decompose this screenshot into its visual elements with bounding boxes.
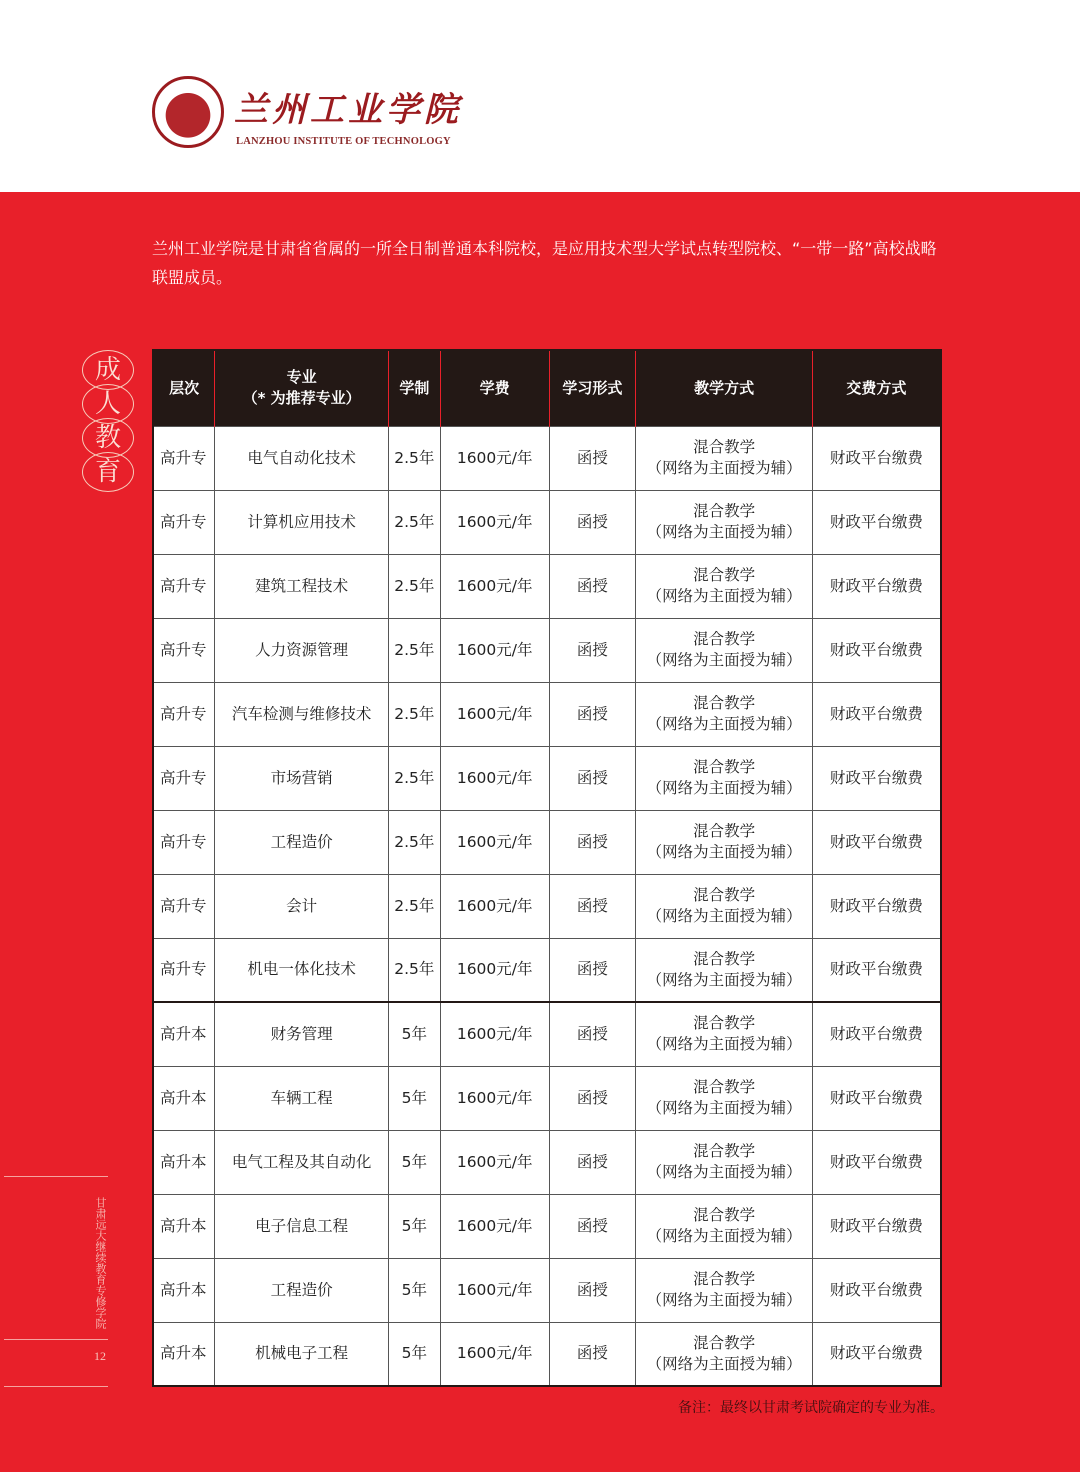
table-cell: 财政平台缴费 — [812, 1194, 941, 1258]
table-cell: 高升本 — [153, 1258, 215, 1322]
college-seal-logo — [152, 76, 224, 148]
table-cell: 2.5年 — [388, 746, 440, 810]
table-cell: 高升专 — [153, 938, 215, 1002]
table-cell: 混合教学 （网络为主面授为辅） — [636, 1002, 813, 1066]
table-cell: 1600元/年 — [440, 554, 549, 618]
table-cell: 函授 — [549, 682, 636, 746]
table-cell: 1600元/年 — [440, 1194, 549, 1258]
table-cell: 函授 — [549, 490, 636, 554]
table-cell: 函授 — [549, 1258, 636, 1322]
column-header: 专业 （* 为推荐专业） — [215, 350, 389, 426]
table-cell: 1600元/年 — [440, 682, 549, 746]
table-row — [153, 682, 941, 746]
table-row — [153, 618, 941, 682]
table-row — [153, 1322, 941, 1386]
college-name-cn: 兰州工业学院 — [234, 90, 462, 130]
table-cell: 财政平台缴费 — [812, 810, 941, 874]
table-cell: 函授 — [549, 1194, 636, 1258]
table-cell: 混合教学 （网络为主面授为辅） — [636, 490, 813, 554]
table-cell: 5年 — [388, 1322, 440, 1386]
table-cell: 混合教学 （网络为主面授为辅） — [636, 1066, 813, 1130]
table-cell: 机电一体化技术 — [215, 938, 389, 1002]
table-cell: 高升专 — [153, 874, 215, 938]
section-label-char: 人 — [82, 384, 134, 424]
table-cell: 1600元/年 — [440, 1066, 549, 1130]
table-cell: 高升专 — [153, 618, 215, 682]
section-label-char: 教 — [82, 418, 134, 458]
intro-text: 兰州工业学院是甘肃省省属的一所全日制普通本科院校，是应用技术型大学试点转型院校、“一带一路”高校战略联盟成员。 — [152, 239, 937, 287]
table-cell: 高升专 — [153, 746, 215, 810]
table-cell: 财政平台缴费 — [812, 1066, 941, 1130]
table-cell: 混合教学 （网络为主面授为辅） — [636, 938, 813, 1002]
table-cell: 财政平台缴费 — [812, 682, 941, 746]
table-cell: 混合教学 （网络为主面授为辅） — [636, 1194, 813, 1258]
table-cell: 电气自动化技术 — [215, 426, 389, 490]
table-cell: 机械电子工程 — [215, 1322, 389, 1386]
column-header: 学习形式 — [549, 350, 636, 426]
programs-table — [152, 349, 942, 1387]
table-cell: 混合教学 （网络为主面授为辅） — [636, 554, 813, 618]
table-cell: 高升专 — [153, 490, 215, 554]
table-cell: 车辆工程 — [215, 1066, 389, 1130]
table-cell: 1600元/年 — [440, 426, 549, 490]
table-cell: 高升本 — [153, 1194, 215, 1258]
table-cell: 财政平台缴费 — [812, 1130, 941, 1194]
table-cell: 混合教学 （网络为主面授为辅） — [636, 874, 813, 938]
table-cell: 高升专 — [153, 682, 215, 746]
table-cell: 函授 — [549, 1322, 636, 1386]
table-cell: 函授 — [549, 554, 636, 618]
table-cell: 财政平台缴费 — [812, 746, 941, 810]
table-cell: 财政平台缴费 — [812, 1002, 941, 1066]
divider — [4, 1339, 108, 1340]
table-cell: 电气工程及其自动化 — [215, 1130, 389, 1194]
table-cell: 1600元/年 — [440, 1322, 549, 1386]
table-cell: 混合教学 （网络为主面授为辅） — [636, 1322, 813, 1386]
table-row — [153, 554, 941, 618]
table-row — [153, 874, 941, 938]
table-header-row — [153, 350, 941, 426]
table-cell: 1600元/年 — [440, 746, 549, 810]
table-row — [153, 938, 941, 1002]
table-row — [153, 746, 941, 810]
table-cell: 市场营销 — [215, 746, 389, 810]
table-cell: 财务管理 — [215, 1002, 389, 1066]
column-header: 学制 — [388, 350, 440, 426]
table-cell: 计算机应用技术 — [215, 490, 389, 554]
table-cell: 1600元/年 — [440, 490, 549, 554]
table-cell: 2.5年 — [388, 426, 440, 490]
table-row — [153, 1130, 941, 1194]
table-cell: 高升本 — [153, 1066, 215, 1130]
table-cell: 5年 — [388, 1002, 440, 1066]
column-header: 学费 — [440, 350, 549, 426]
table-cell: 2.5年 — [388, 618, 440, 682]
table-cell: 2.5年 — [388, 554, 440, 618]
table-cell: 财政平台缴费 — [812, 1258, 941, 1322]
table-cell: 5年 — [388, 1130, 440, 1194]
table-cell: 混合教学 （网络为主面授为辅） — [636, 1130, 813, 1194]
table-cell: 财政平台缴费 — [812, 618, 941, 682]
table-cell: 混合教学 （网络为主面授为辅） — [636, 426, 813, 490]
table-cell: 2.5年 — [388, 810, 440, 874]
section-label-adult-education — [82, 350, 134, 486]
table-row — [153, 1066, 941, 1130]
table-cell: 高升专 — [153, 554, 215, 618]
table-cell: 高升专 — [153, 426, 215, 490]
table-cell: 函授 — [549, 874, 636, 938]
page-number: 12 — [94, 1349, 106, 1363]
table-cell: 电子信息工程 — [215, 1194, 389, 1258]
divider — [4, 1386, 108, 1387]
table-cell: 函授 — [549, 1066, 636, 1130]
college-name-en: LANZHOU INSTITUTE OF TECHNOLOGY — [236, 136, 451, 147]
table-cell: 高升专 — [153, 810, 215, 874]
table-cell: 混合教学 （网络为主面授为辅） — [636, 810, 813, 874]
table-cell: 混合教学 （网络为主面授为辅） — [636, 1258, 813, 1322]
table-cell: 高升本 — [153, 1002, 215, 1066]
table-cell: 1600元/年 — [440, 1258, 549, 1322]
table-row — [153, 1194, 941, 1258]
table-cell: 1600元/年 — [440, 810, 549, 874]
column-header: 交费方式 — [812, 350, 941, 426]
table-cell: 高升本 — [153, 1322, 215, 1386]
table-cell: 5年 — [388, 1066, 440, 1130]
table-cell: 人力资源管理 — [215, 618, 389, 682]
table-cell: 高升本 — [153, 1130, 215, 1194]
table-cell: 函授 — [549, 810, 636, 874]
column-header: 教学方式 — [636, 350, 813, 426]
table-cell: 1600元/年 — [440, 618, 549, 682]
table-cell: 5年 — [388, 1258, 440, 1322]
table-cell: 混合教学 （网络为主面授为辅） — [636, 682, 813, 746]
table-row — [153, 1002, 941, 1066]
table-cell: 1600元/年 — [440, 1130, 549, 1194]
table-cell: 1600元/年 — [440, 1002, 549, 1066]
table-cell: 2.5年 — [388, 490, 440, 554]
table-cell: 函授 — [549, 746, 636, 810]
table-cell: 会计 — [215, 874, 389, 938]
section-label-char: 育 — [82, 452, 134, 492]
table-cell: 混合教学 （网络为主面授为辅） — [636, 618, 813, 682]
table-cell: 2.5年 — [388, 682, 440, 746]
publisher-vertical-text: 甘肃远大继续教育专修学院 — [94, 1197, 107, 1329]
table-cell: 财政平台缴费 — [812, 1322, 941, 1386]
divider — [4, 1176, 108, 1177]
page-header — [0, 0, 1080, 192]
table-cell: 建筑工程技术 — [215, 554, 389, 618]
table-cell: 函授 — [549, 938, 636, 1002]
column-header: 层次 — [153, 350, 215, 426]
table-cell: 财政平台缴费 — [812, 874, 941, 938]
table-cell: 混合教学 （网络为主面授为辅） — [636, 746, 813, 810]
table-cell: 汽车检测与维修技术 — [215, 682, 389, 746]
table-cell: 2.5年 — [388, 938, 440, 1002]
table-cell: 函授 — [549, 1002, 636, 1066]
table-cell: 1600元/年 — [440, 938, 549, 1002]
table-cell: 5年 — [388, 1194, 440, 1258]
footnote: 备注：最终以甘肃考试院确定的专业为准。 — [678, 1400, 944, 1416]
table-row — [153, 490, 941, 554]
table-cell: 财政平台缴费 — [812, 938, 941, 1002]
table-row — [153, 426, 941, 490]
table-cell: 财政平台缴费 — [812, 490, 941, 554]
table-cell: 函授 — [549, 618, 636, 682]
table-cell: 函授 — [549, 1130, 636, 1194]
table-cell: 函授 — [549, 426, 636, 490]
table-row — [153, 810, 941, 874]
table-cell: 工程造价 — [215, 1258, 389, 1322]
table-row — [153, 1258, 941, 1322]
table-cell: 财政平台缴费 — [812, 554, 941, 618]
table-cell: 2.5年 — [388, 874, 440, 938]
table-cell: 工程造价 — [215, 810, 389, 874]
table-cell: 1600元/年 — [440, 874, 549, 938]
table-cell: 财政平台缴费 — [812, 426, 941, 490]
section-label-char: 成 — [82, 350, 134, 390]
